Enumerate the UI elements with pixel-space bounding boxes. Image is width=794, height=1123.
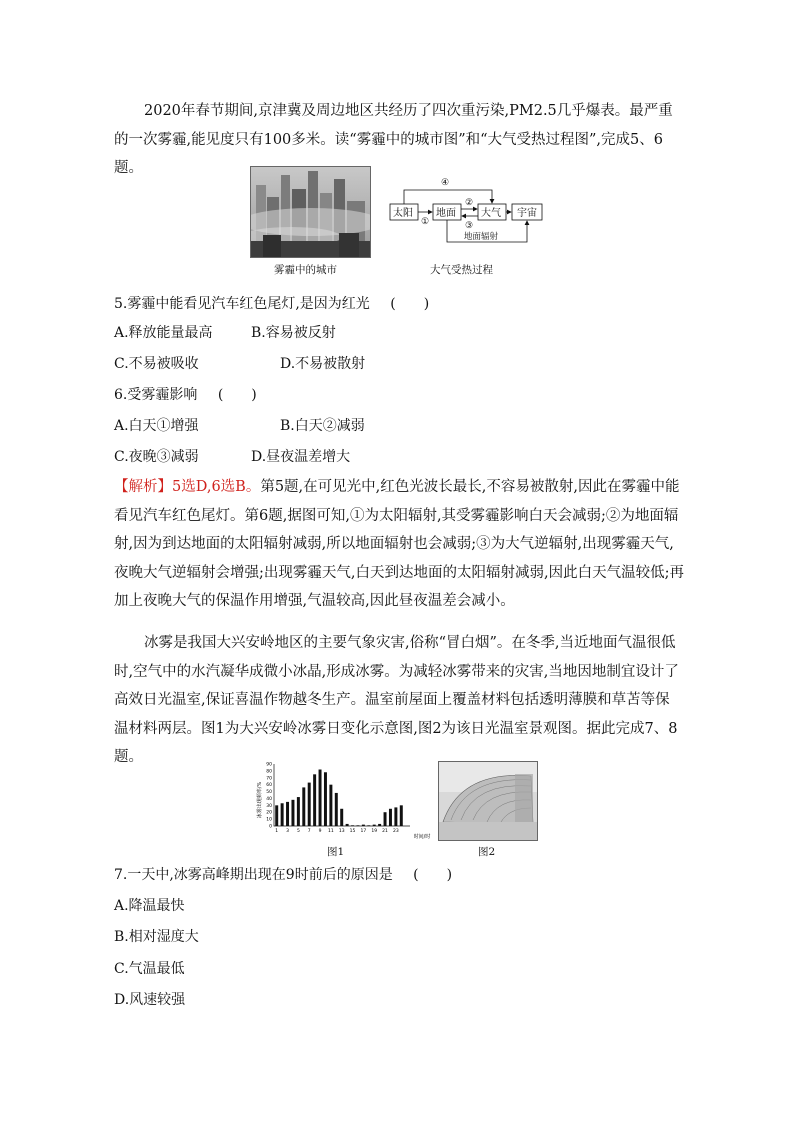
q5-option-c: C.不易被吸收 <box>114 356 199 372</box>
chart-x-tick-label: 7 <box>307 829 311 834</box>
atmos-heating-caption: 大气受热过程 <box>430 264 493 276</box>
chart-bar <box>291 800 294 826</box>
chart-bar <box>302 787 305 826</box>
label-ground-radiation: 地面辐射 <box>464 232 499 242</box>
q6-option-d: D.昼夜温差增大 <box>251 449 351 465</box>
chart-x-tick-label: 9 <box>318 829 322 834</box>
chart-x-tick-label: 19 <box>371 829 378 834</box>
chart-x-tick-label: 1 <box>275 829 279 834</box>
chart-bar <box>281 803 284 826</box>
q5-answer-paren: ( ) <box>390 296 430 312</box>
q7-option-c: C.气温最低 <box>114 961 185 977</box>
chart-x-tick-label: 17 <box>360 829 367 834</box>
chart-bar <box>286 802 289 826</box>
chart-bar <box>356 825 359 826</box>
fig1-caption: 图1 <box>327 846 345 858</box>
chart-y-tick-label: 80 <box>266 769 272 775</box>
analysis-text: 第5题,在可见光中,红色光波长最长,不容易被散射,因此在雾霾中能看见汽车红色尾灯。第6题,据图可知,①为太阳辐射,其受雾霾影响白天会减弱;②为地面辐射,因为到达地面的太阳辐射减弱,所以地面辐射也会减弱;③为大气逆辐射,出现雾霾天气,夜晚大气逆辐射会增强;出现雾霾天气,白天到达地面的太阳辐射减弱,因此白天气温较低;再加上夜晚大气的保温作用增强,气温较高,因此昼夜温差会减小。 <box>114 479 684 609</box>
chart-bar <box>275 805 278 826</box>
q7-stem <box>114 864 452 884</box>
chart-y-tick-label: 90 <box>266 762 272 768</box>
chart-ylabel: 冰雾出现频率/% <box>257 781 263 819</box>
q6-answer-paren: ( ) <box>217 387 257 403</box>
q6-stem <box>114 384 257 404</box>
analysis-5-6 <box>114 473 684 616</box>
chart-y-tick-label: 50 <box>266 790 272 796</box>
chart-x-tick-label: 21 <box>382 829 388 834</box>
q5-stem <box>114 293 429 313</box>
chart-bar <box>389 809 392 826</box>
chart-bar <box>400 805 403 826</box>
q6-stem-text: 6.受雾霾影响 <box>114 387 198 403</box>
box-sun: 太阳 <box>393 208 413 219</box>
chart-y-tick-label: 0 <box>269 824 272 830</box>
smog-city-photo <box>250 166 371 258</box>
ice-fog-chart <box>254 760 434 840</box>
q7-option-a: A.降温最快 <box>114 898 185 914</box>
chart-bar <box>319 770 322 826</box>
box-ground: 地面 <box>436 208 456 219</box>
q56-intro: 2020年春节期间,京津冀及周边地区共经历了四次重污染,PM2.5几乎爆表。最严重的一次雾霾,能见度只有100多米。读“雾霾中的城市图”和“大气受热过程图”,完成5、6题。 <box>114 103 673 176</box>
label-2: ② <box>465 198 474 208</box>
label-3: ③ <box>465 221 474 231</box>
chart-bar <box>329 785 332 826</box>
chart-bar <box>384 812 387 826</box>
atmos-heating-diagram <box>388 172 548 252</box>
analysis-answer: 5选D,6选B。 <box>172 479 261 495</box>
box-space: 宇宙 <box>517 208 537 219</box>
chart-bar <box>362 825 365 826</box>
chart-x-tick-label: 5 <box>296 829 300 834</box>
fig2-caption: 图2 <box>478 846 496 858</box>
chart-x-tick-label: 23 <box>393 829 399 834</box>
q5-stem-text: 5.雾霾中能看见汽车红色尾灯,是因为红光 <box>114 296 370 312</box>
chart-y-tick-label: 70 <box>266 776 272 782</box>
q7-option-d: D.风速较强 <box>114 992 186 1008</box>
chart-y-tick-label: 20 <box>266 810 272 816</box>
chart-bar <box>335 793 338 826</box>
chart-bar <box>297 797 300 826</box>
q78-intro: 冰雾是我国大兴安岭地区的主要气象灾害,俗称“冒白烟”。在冬季,当近地面气温很低时,空气中的水汽凝华成微小冰晶,形成冰雾。为减轻冰雾带来的灾害,当地因地制宜设计了高效日光温室,保证喜温作物越冬生产。温室前屋面上覆盖材料包括透明薄膜和草苫等保温材料两层。图1为大兴安岭冰雾日变化示意图,图2为该日光温室景观图。据此完成7、8题。 <box>114 635 679 765</box>
q7-answer-paren: ( ) <box>413 867 453 883</box>
chart-xlabel: 时间/时 <box>413 834 431 840</box>
q5-option-b: B.容易被反射 <box>251 325 336 341</box>
chart-bar <box>346 824 349 826</box>
q5-option-a: A.释放能量最高 <box>114 325 213 341</box>
chart-x-tick-label: 13 <box>338 829 345 834</box>
chart-bar <box>351 825 354 826</box>
q7-option-b: B.相对湿度大 <box>114 929 199 945</box>
chart-bar <box>308 783 311 826</box>
chart-x-tick-label: 11 <box>328 829 334 834</box>
box-atmosphere: 大气 <box>481 208 501 219</box>
q6-option-b: B.白天②减弱 <box>280 418 365 434</box>
chart-y-tick-label: 10 <box>266 817 272 823</box>
chart-bar <box>313 774 316 826</box>
chart-bar <box>340 809 343 826</box>
chart-y-tick-label: 30 <box>266 803 272 809</box>
chart-bar <box>373 825 376 826</box>
chart-x-tick-label: 15 <box>349 829 356 834</box>
chart-bar <box>394 807 397 826</box>
label-1: ① <box>421 217 430 227</box>
smog-city-caption: 雾霾中的城市 <box>274 264 337 276</box>
analysis-tag: 【解析】 <box>114 479 172 495</box>
q7-stem-text: 7.一天中,冰雾高峰期出现在9时前后的原因是 <box>114 867 393 883</box>
q5-option-d: D.不易被散射 <box>280 356 366 372</box>
chart-x-tick-label: 3 <box>286 829 289 834</box>
chart-y-tick-label: 40 <box>266 796 272 802</box>
chart-bar <box>324 772 327 826</box>
chart-bar <box>378 824 381 826</box>
label-4: ④ <box>441 178 450 188</box>
q6-option-a: A.白天①增强 <box>114 418 199 434</box>
chart-bar <box>367 825 370 826</box>
chart-y-tick-label: 60 <box>266 783 272 789</box>
q6-option-c: C.夜晚③减弱 <box>114 449 199 465</box>
greenhouse-photo <box>438 761 538 841</box>
